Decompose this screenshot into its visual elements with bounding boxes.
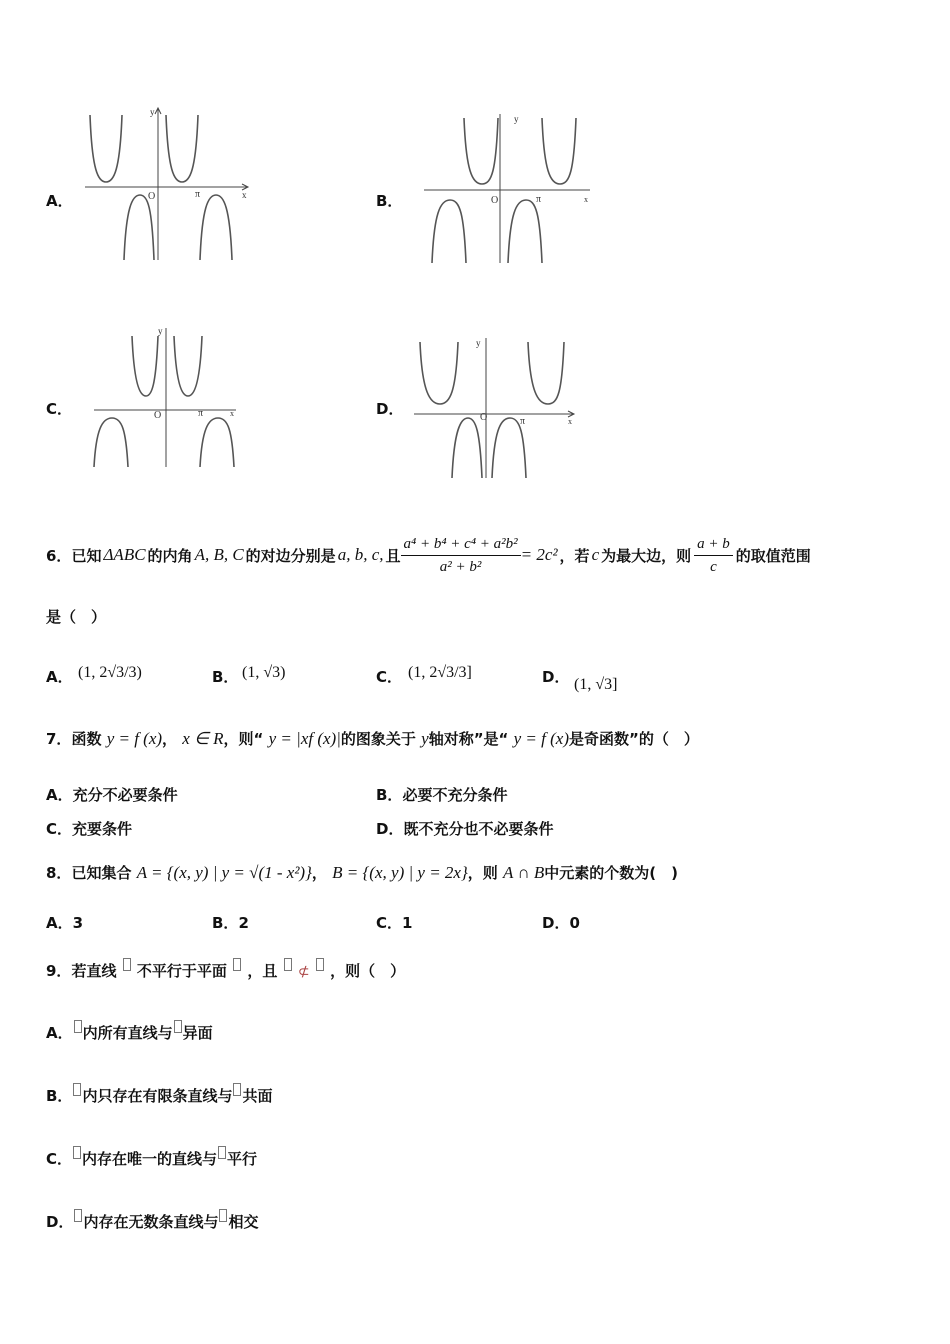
- q7-option-b: B．必要不充分条件: [376, 786, 508, 804]
- missing-glyph-icon: [219, 1209, 227, 1222]
- svg-text:y: y: [158, 326, 163, 336]
- q6-option-b: (1, √3): [242, 664, 286, 681]
- option-b-label: B．: [376, 192, 403, 210]
- missing-glyph-icon: [74, 1020, 82, 1033]
- missing-glyph-icon: [284, 958, 292, 971]
- missing-glyph-icon: [174, 1020, 182, 1033]
- curve-down-2: [200, 195, 232, 260]
- svg-text:O: O: [480, 412, 488, 423]
- q6-option-c: (1, 2√3/3]: [408, 664, 472, 681]
- missing-glyph-icon: [316, 958, 324, 971]
- svg-text:x: x: [584, 195, 588, 204]
- missing-glyph-icon: [218, 1146, 226, 1159]
- q7-option-a: A．充分不必要条件: [46, 786, 178, 804]
- q8-option-b: B．2: [212, 914, 249, 932]
- missing-glyph-icon: [233, 958, 241, 971]
- x-label: x: [242, 190, 247, 200]
- svg-text:x: x: [568, 417, 572, 426]
- svg-text:y: y: [476, 338, 481, 348]
- graph-d: [410, 332, 580, 482]
- q6-option-b-label: B．: [212, 668, 239, 686]
- missing-glyph-icon: [73, 1146, 81, 1159]
- y-label: y: [150, 107, 155, 117]
- q8-option-a: A．3: [46, 914, 84, 932]
- q6-option-a-label: A．: [46, 668, 73, 686]
- question-6-tail: 是（ ）: [46, 608, 107, 626]
- missing-glyph-icon: [123, 958, 131, 971]
- q6-option-c-label: C．: [376, 668, 403, 686]
- q9-option-a: A． 内所有直线与 异面: [46, 1020, 213, 1043]
- graph-c: [90, 322, 240, 472]
- q7-option-c: C．充要条件: [46, 820, 133, 838]
- option-a-label: A．: [46, 192, 73, 210]
- q8-option-d: D．0: [542, 914, 580, 932]
- missing-glyph-icon: [233, 1083, 241, 1096]
- option-c-label: C．: [46, 400, 73, 418]
- q6-option-a: (1, 2√3/3): [78, 664, 142, 681]
- origin-label: O: [148, 191, 156, 202]
- q9-option-b: B． 内只存在有限条直线与 共面: [46, 1083, 272, 1106]
- curve-down-1: [124, 195, 154, 260]
- svg-text:π: π: [520, 416, 526, 427]
- question-6: 6． 已知 ΔABC 的内角 A, B, C 的对边分别是 a, b, c, 且 $\frac{\text{a⁴ + b⁴ + c⁴ + a²b²}}{\text{a² + b²}}$ = 2c² ，若 c 为最大边，则 $\frac{a + b}{c}$ 的取值范围: [46, 530, 811, 580]
- q9-option-c: C． 内存在唯一的直线与 平行: [46, 1146, 257, 1169]
- q8-option-c: C．1: [376, 914, 413, 932]
- question-8: 8．已知集合 A = {(x, y) | y = √(1 - x²)}， B = {(x, y) | y = 2x}，则 A ∩ B中元素的个数为( ): [46, 863, 678, 882]
- svg-text:x: x: [230, 409, 234, 418]
- q9-option-d: D． 内存在无数条直线与 相交: [46, 1209, 258, 1232]
- curve-up-1: [90, 115, 122, 182]
- svg-text:O: O: [491, 195, 499, 206]
- q6-option-d-label: D．: [542, 668, 570, 686]
- svg-text:π: π: [536, 194, 542, 205]
- svg-text:π: π: [198, 408, 204, 419]
- missing-glyph-icon: [73, 1083, 81, 1096]
- question-7: 7．函数 y = f (x)， x ∈ R，则“ y = |xf (x)|的图象关于 y轴对称”是“ y = f (x)是奇函数”的（ ）: [46, 729, 699, 748]
- graph-a: [80, 100, 260, 265]
- pi-label: π: [195, 189, 201, 200]
- q6-option-d: (1, √3]: [574, 676, 618, 693]
- missing-glyph-icon: [74, 1209, 82, 1222]
- svg-text:y: y: [514, 114, 519, 124]
- option-d-label: D．: [376, 400, 404, 418]
- svg-text:O: O: [154, 410, 162, 421]
- q7-option-d: D．既不充分也不必要条件: [376, 820, 554, 838]
- curve-up-2: [166, 115, 198, 182]
- graph-b: [420, 108, 595, 268]
- question-9: 9．若直线 不平行于平面 ，且 ⊄ ，则（ ）: [46, 958, 405, 981]
